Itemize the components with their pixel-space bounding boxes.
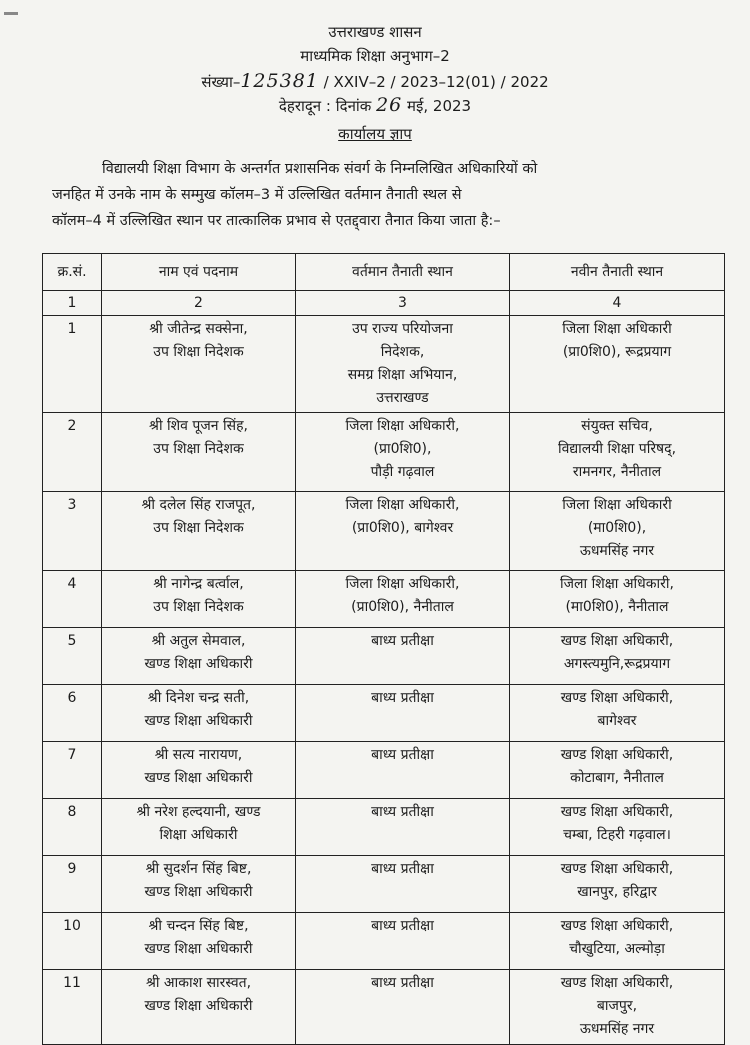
name-cell (102, 970, 296, 1045)
table-row (43, 413, 725, 492)
name-cell-line: श्री नरेश हल्दयानी, खण्ड (136, 804, 261, 820)
new-posting-cell (510, 856, 725, 913)
name-cell (102, 742, 296, 799)
title-text: कार्यालय ज्ञाप (338, 125, 412, 143)
new-posting-cell-line: (मा0शि0), नैनीताल (565, 599, 669, 615)
new-posting-cell (510, 492, 725, 571)
department-section: माध्यमिक शिक्षा अनुभाग–2 (300, 47, 450, 65)
name-cell-line: श्री सत्य नारायण, (154, 747, 243, 763)
table-row (43, 492, 725, 571)
current-posting-cell-line: बाध्य प्रतीक्षा (371, 918, 434, 934)
new-posting-cell (510, 970, 725, 1045)
current-posting-cell-line: निदेशक, (380, 344, 425, 360)
current-posting-cell-line: बाध्य प्रतीक्षा (371, 975, 434, 991)
name-cell (102, 628, 296, 685)
reference-number-line (0, 70, 750, 92)
current-posting-cell-line: (प्रा0शि0), नैनीताल (351, 599, 454, 615)
table-row (43, 913, 725, 970)
current-posting-cell-line: जिला शिक्षा अधिकारी, (345, 497, 460, 513)
ref-number-handwritten: 125381 (240, 70, 319, 92)
name-cell-line: खण्ड शिक्षा अधिकारी (144, 656, 253, 672)
new-posting-cell (510, 913, 725, 970)
table-row (43, 970, 725, 1045)
new-posting-cell (510, 742, 725, 799)
current-posting-cell-line: बाध्य प्रतीक्षा (371, 690, 434, 706)
current-posting-cell-line: समग्र शिक्षा अभियान, (347, 367, 458, 383)
new-posting-cell (510, 799, 725, 856)
serial-cell: 11 (43, 970, 102, 1045)
col-number: 3 (296, 291, 510, 316)
serial-cell: 10 (43, 913, 102, 970)
date-suffix: मई, 2023 (402, 97, 472, 115)
current-posting-cell (296, 492, 510, 571)
name-cell (102, 913, 296, 970)
name-cell (102, 799, 296, 856)
name-cell-line: उप शिक्षा निदेशक (153, 599, 244, 615)
scan-mark (4, 12, 18, 15)
name-cell-line: उप शिक्षा निदेशक (153, 520, 244, 536)
name-cell (102, 316, 296, 413)
current-posting-cell (296, 970, 510, 1045)
name-cell-line: खण्ड शिक्षा अधिकारी (144, 941, 253, 957)
header-current-posting: वर्तमान तैनाती स्थान (296, 254, 510, 291)
name-cell (102, 492, 296, 571)
current-posting-cell (296, 413, 510, 492)
current-posting-cell-line: बाध्य प्रतीक्षा (371, 804, 434, 820)
intro-paragraph (52, 156, 692, 234)
name-cell-line: श्री आकाश सारस्वत, (145, 975, 252, 991)
name-cell-line: उप शिक्षा निदेशक (153, 344, 244, 360)
new-posting-cell-line: खण्ड शिक्षा अधिकारी, (560, 975, 674, 991)
table-header-row (43, 254, 725, 291)
current-posting-cell (296, 316, 510, 413)
new-posting-cell-line: चौखुटिया, अल्मोड़ा (569, 941, 665, 957)
current-posting-cell (296, 742, 510, 799)
current-posting-cell-line: बाध्य प्रतीक्षा (371, 747, 434, 763)
col-number: 4 (510, 291, 725, 316)
new-posting-cell-line: खानपुर, हरिद्वार (577, 884, 657, 900)
current-posting-cell (296, 628, 510, 685)
current-posting-cell-line: (प्रा0शि0), (373, 441, 432, 457)
serial-cell: 2 (43, 413, 102, 492)
name-cell-line: श्री सुदर्शन सिंह बिष्ट, (145, 861, 252, 877)
govt-name: उत्तराखण्ड शासन (328, 23, 422, 41)
column-number-row (43, 291, 725, 316)
table-row (43, 316, 725, 413)
name-cell (102, 413, 296, 492)
table-row (43, 571, 725, 628)
new-posting-cell-line: खण्ड शिक्षा अधिकारी, (560, 690, 674, 706)
serial-cell: 1 (43, 316, 102, 413)
header-new-posting: नवीन तैनाती स्थान (510, 254, 725, 291)
new-posting-cell-line: खण्ड शिक्षा अधिकारी, (560, 747, 674, 763)
current-posting-cell-line: उप राज्य परियोजना (352, 321, 453, 337)
new-posting-cell-line: संयुक्त सचिव, (581, 418, 653, 434)
name-cell-line: श्री जीतेन्द्र सक्सेना, (149, 321, 248, 337)
col-number: 1 (43, 291, 102, 316)
ref-prefix: संख्या– (201, 73, 241, 91)
name-cell-line: खण्ड शिक्षा अधिकारी (144, 998, 253, 1014)
date-line (0, 94, 750, 116)
name-cell (102, 856, 296, 913)
new-posting-cell-line: ऊधमसिंह नगर (579, 543, 655, 559)
new-posting-cell-line: विद्यालयी शिक्षा परिषद्, (557, 441, 677, 457)
intro-line: कॉलम–4 में उल्लिखित स्थान पर तात्कालिक प्रभाव से एतद्द्वारा तैनात किया जाता है:– (52, 213, 501, 229)
name-cell-line: खण्ड शिक्षा अधिकारी (144, 713, 253, 729)
name-cell-line: शिक्षा अधिकारी (159, 827, 238, 843)
new-posting-cell-line: कोटाबाग, नैनीताल (570, 770, 664, 786)
name-cell-line: श्री चन्दन सिंह बिष्ट, (148, 918, 249, 934)
date-day-handwritten: 26 (376, 94, 403, 116)
intro-line: विद्यालयी शिक्षा विभाग के अन्तर्गत प्रशासनिक संवर्ग के निम्नलिखित अधिकारियों को (102, 161, 538, 177)
intro-line: जनहित में उनके नाम के सम्मुख कॉलम–3 में उल्लिखित वर्तमान तैनाती स्थल से (52, 187, 462, 203)
current-posting-cell (296, 799, 510, 856)
new-posting-cell-line: अगस्त्यमुनि,रूद्रप्रयाग (563, 656, 671, 672)
serial-cell: 3 (43, 492, 102, 571)
new-posting-cell-line: जिला शिक्षा अधिकारी (562, 321, 672, 337)
current-posting-cell-line: जिला शिक्षा अधिकारी, (345, 576, 460, 592)
header-serial: क्र.सं. (43, 254, 102, 291)
new-posting-cell-line: बाजपुर, (596, 998, 638, 1014)
serial-cell: 4 (43, 571, 102, 628)
current-posting-cell (296, 856, 510, 913)
name-cell (102, 685, 296, 742)
new-posting-cell-line: बागेश्वर (597, 713, 637, 729)
current-posting-cell (296, 913, 510, 970)
document-title (0, 124, 750, 144)
new-posting-cell-line: चम्बा, टिहरी गढ़वाल। (563, 827, 671, 843)
table-row (43, 856, 725, 913)
name-cell-line: उप शिक्षा निदेशक (153, 441, 244, 457)
new-posting-cell (510, 413, 725, 492)
name-cell-line: श्री दलेल सिंह राजपूत, (141, 497, 256, 513)
current-posting-cell (296, 685, 510, 742)
name-cell-line: खण्ड शिक्षा अधिकारी (144, 884, 253, 900)
current-posting-cell (296, 571, 510, 628)
name-cell-line: श्री नागेन्द्र बर्त्वाल, (153, 576, 244, 592)
table-row (43, 685, 725, 742)
name-cell-line: खण्ड शिक्षा अधिकारी (144, 770, 253, 786)
new-posting-cell (510, 628, 725, 685)
table-row (43, 799, 725, 856)
posting-table (42, 253, 725, 1045)
table-body (43, 316, 725, 1045)
current-posting-cell-line: (प्रा0शि0), बागेश्वर (351, 520, 454, 536)
new-posting-cell (510, 571, 725, 628)
serial-cell: 8 (43, 799, 102, 856)
current-posting-cell-line: बाध्य प्रतीक्षा (371, 633, 434, 649)
current-posting-cell-line: बाध्य प्रतीक्षा (371, 861, 434, 877)
current-posting-cell-line: उत्तराखण्ड (376, 390, 429, 406)
new-posting-cell-line: खण्ड शिक्षा अधिकारी, (560, 918, 674, 934)
new-posting-cell-line: खण्ड शिक्षा अधिकारी, (560, 633, 674, 649)
table-row (43, 742, 725, 799)
serial-cell: 6 (43, 685, 102, 742)
name-cell-line: श्री दिनेश चन्द्र सती, (147, 690, 250, 706)
name-cell-line: श्री अतुल सेमवाल, (151, 633, 246, 649)
new-posting-cell-line: जिला शिक्षा अधिकारी (562, 497, 672, 513)
col-number: 2 (102, 291, 296, 316)
new-posting-cell (510, 685, 725, 742)
new-posting-cell-line: रामनगर, नैनीताल (572, 464, 662, 480)
new-posting-cell-line: खण्ड शिक्षा अधिकारी, (560, 861, 674, 877)
table-row (43, 628, 725, 685)
date-prefix: देहरादून : दिनांक (278, 97, 377, 115)
header-name: नाम एवं पदनाम (102, 254, 296, 291)
serial-cell: 9 (43, 856, 102, 913)
name-cell (102, 571, 296, 628)
new-posting-cell-line: (मा0शि0), (587, 520, 647, 536)
ref-suffix: / XXIV–2 / 2023–12(01) / 2022 (318, 73, 549, 91)
new-posting-cell (510, 316, 725, 413)
current-posting-cell-line: जिला शिक्षा अधिकारी, (345, 418, 460, 434)
current-posting-cell-line: पौड़ी गढ़वाल (370, 464, 435, 480)
new-posting-cell-line: खण्ड शिक्षा अधिकारी, (560, 804, 674, 820)
new-posting-cell-line: ऊधमसिंह नगर (579, 1021, 655, 1037)
serial-cell: 5 (43, 628, 102, 685)
serial-cell: 7 (43, 742, 102, 799)
name-cell-line: श्री शिव पूजन सिंह, (149, 418, 248, 434)
new-posting-cell-line: (प्रा0शि0), रूद्रप्रयाग (562, 344, 672, 360)
new-posting-cell-line: जिला शिक्षा अधिकारी, (560, 576, 674, 592)
